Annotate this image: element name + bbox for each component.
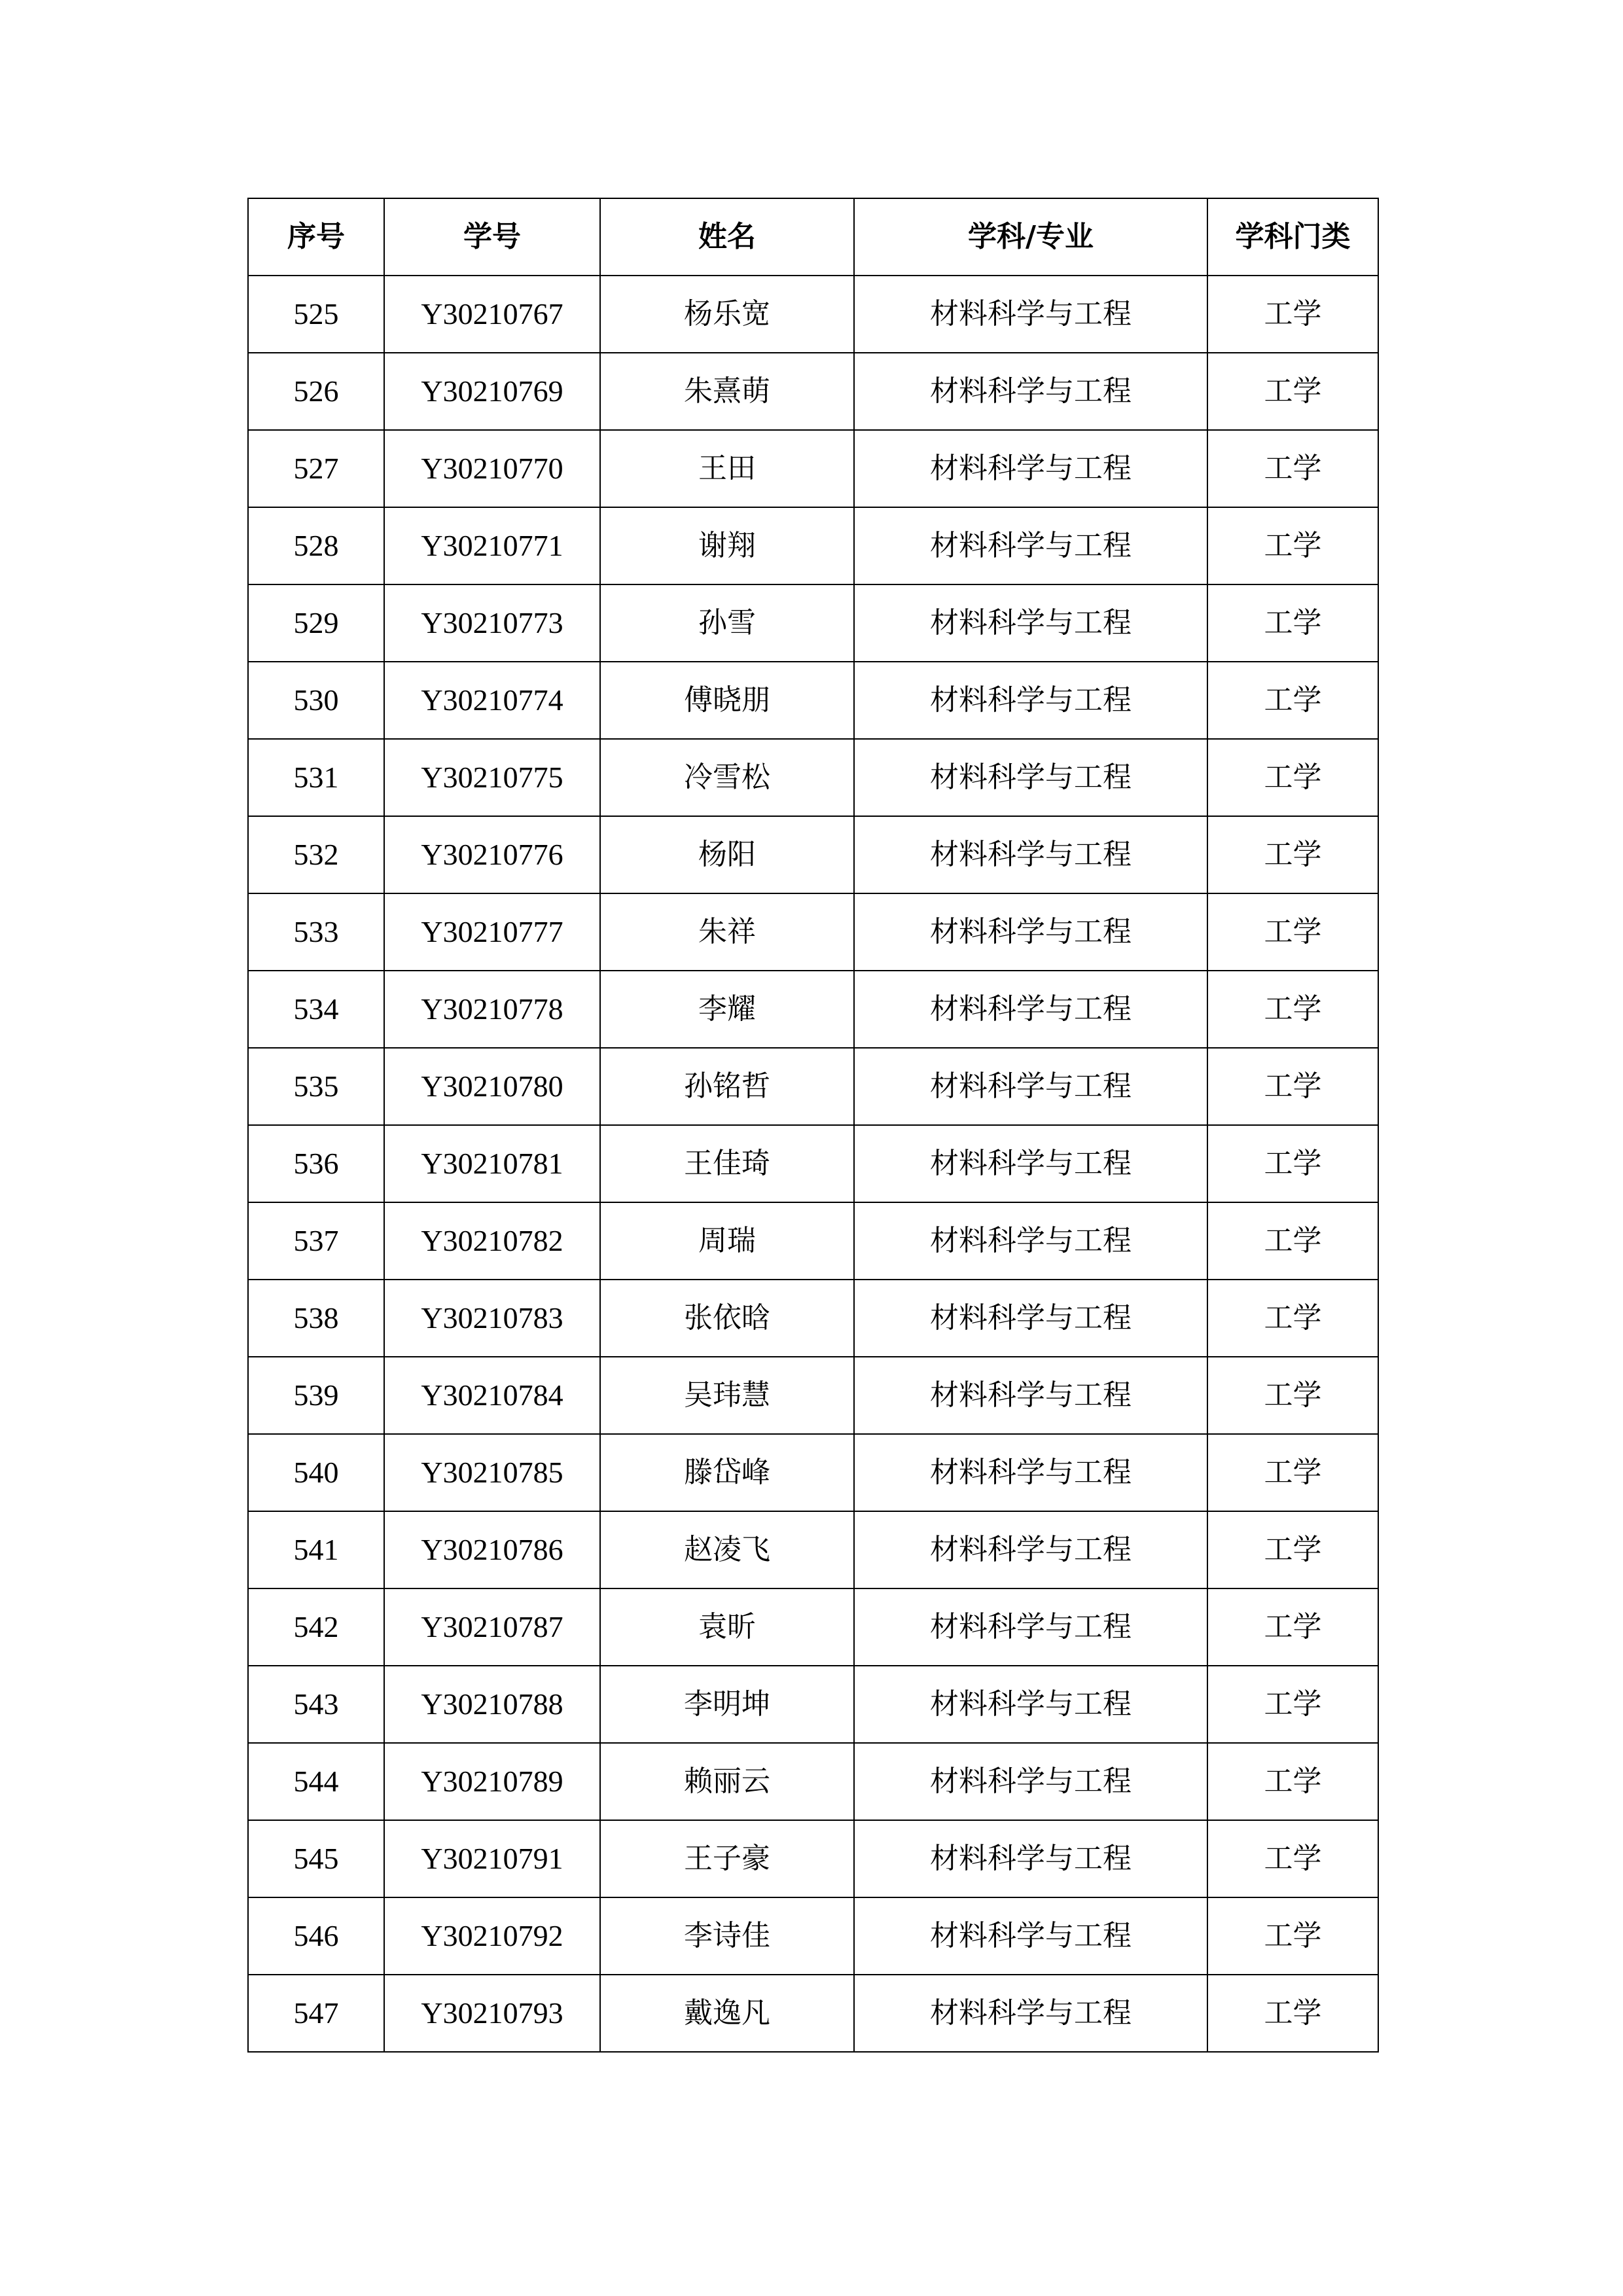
cell-name: 傅晓朋: [600, 662, 854, 739]
cell-discipline-major: 材料科学与工程: [854, 971, 1207, 1048]
cell-index: 526: [248, 353, 384, 430]
cell-index: 546: [248, 1897, 384, 1975]
cell-name: 杨乐宽: [600, 276, 854, 353]
cell-index: 535: [248, 1048, 384, 1125]
cell-index: 539: [248, 1357, 384, 1434]
cell-index: 538: [248, 1280, 384, 1357]
table-row: [248, 1588, 1378, 1666]
cell-student-id: Y30210778: [384, 971, 600, 1048]
cell-name: 赖丽云: [600, 1743, 854, 1820]
cell-discipline-major: 材料科学与工程: [854, 1743, 1207, 1820]
table-row: [248, 1280, 1378, 1357]
cell-discipline-category: 工学: [1207, 1588, 1378, 1666]
table-row: [248, 1202, 1378, 1280]
cell-name: 孙雪: [600, 584, 854, 662]
table-row: [248, 816, 1378, 893]
header-discipline-major: 学科/专业: [854, 198, 1207, 276]
cell-discipline-category: 工学: [1207, 1511, 1378, 1588]
table-row: [248, 1048, 1378, 1125]
cell-name: 朱熹萌: [600, 353, 854, 430]
cell-discipline-major: 材料科学与工程: [854, 816, 1207, 893]
table-row: [248, 430, 1378, 507]
cell-discipline-major: 材料科学与工程: [854, 893, 1207, 971]
cell-discipline-major: 材料科学与工程: [854, 1280, 1207, 1357]
cell-discipline-major: 材料科学与工程: [854, 1666, 1207, 1743]
student-roster-table: [247, 198, 1379, 2053]
cell-discipline-category: 工学: [1207, 1975, 1378, 2052]
table-row: [248, 1434, 1378, 1511]
header-discipline-category: 学科门类: [1207, 198, 1378, 276]
cell-discipline-category: 工学: [1207, 1048, 1378, 1125]
cell-discipline-category: 工学: [1207, 1666, 1378, 1743]
cell-discipline-category: 工学: [1207, 739, 1378, 816]
cell-discipline-category: 工学: [1207, 971, 1378, 1048]
header-index: 序号: [248, 198, 384, 276]
cell-discipline-category: 工学: [1207, 276, 1378, 353]
cell-discipline-major: 材料科学与工程: [854, 1588, 1207, 1666]
cell-index: 533: [248, 893, 384, 971]
cell-discipline-major: 材料科学与工程: [854, 1511, 1207, 1588]
cell-index: 537: [248, 1202, 384, 1280]
cell-discipline-category: 工学: [1207, 353, 1378, 430]
cell-discipline-major: 材料科学与工程: [854, 507, 1207, 584]
table-row: [248, 1125, 1378, 1202]
table-row: [248, 584, 1378, 662]
cell-student-id: Y30210771: [384, 507, 600, 584]
cell-discipline-category: 工学: [1207, 1897, 1378, 1975]
table-row: [248, 1743, 1378, 1820]
cell-discipline-major: 材料科学与工程: [854, 662, 1207, 739]
cell-discipline-category: 工学: [1207, 507, 1378, 584]
cell-index: 527: [248, 430, 384, 507]
cell-index: 540: [248, 1434, 384, 1511]
cell-discipline-major: 材料科学与工程: [854, 739, 1207, 816]
table-row: [248, 1820, 1378, 1897]
cell-student-id: Y30210780: [384, 1048, 600, 1125]
cell-discipline-major: 材料科学与工程: [854, 430, 1207, 507]
cell-index: 532: [248, 816, 384, 893]
cell-name: 王佳琦: [600, 1125, 854, 1202]
cell-student-id: Y30210769: [384, 353, 600, 430]
cell-student-id: Y30210775: [384, 739, 600, 816]
cell-discipline-category: 工学: [1207, 584, 1378, 662]
cell-discipline-major: 材料科学与工程: [854, 276, 1207, 353]
cell-index: 528: [248, 507, 384, 584]
table-header-row: [248, 198, 1378, 276]
cell-discipline-major: 材料科学与工程: [854, 1202, 1207, 1280]
cell-name: 戴逸凡: [600, 1975, 854, 2052]
cell-discipline-major: 材料科学与工程: [854, 1434, 1207, 1511]
cell-index: 525: [248, 276, 384, 353]
cell-index: 542: [248, 1588, 384, 1666]
table-row: [248, 739, 1378, 816]
cell-student-id: Y30210773: [384, 584, 600, 662]
cell-name: 李诗佳: [600, 1897, 854, 1975]
table-row: [248, 1975, 1378, 2052]
cell-index: 544: [248, 1743, 384, 1820]
cell-name: 朱祥: [600, 893, 854, 971]
header-student-id: 学号: [384, 198, 600, 276]
cell-index: 534: [248, 971, 384, 1048]
cell-name: 吴玮慧: [600, 1357, 854, 1434]
cell-discipline-major: 材料科学与工程: [854, 1820, 1207, 1897]
table-row: [248, 353, 1378, 430]
header-name: 姓名: [600, 198, 854, 276]
table-row: [248, 971, 1378, 1048]
cell-student-id: Y30210770: [384, 430, 600, 507]
cell-student-id: Y30210774: [384, 662, 600, 739]
cell-student-id: Y30210787: [384, 1588, 600, 1666]
cell-index: 541: [248, 1511, 384, 1588]
cell-discipline-major: 材料科学与工程: [854, 1357, 1207, 1434]
cell-student-id: Y30210788: [384, 1666, 600, 1743]
cell-index: 531: [248, 739, 384, 816]
cell-discipline-major: 材料科学与工程: [854, 353, 1207, 430]
cell-index: 545: [248, 1820, 384, 1897]
table-row: [248, 507, 1378, 584]
cell-name: 谢翔: [600, 507, 854, 584]
cell-name: 滕岱峰: [600, 1434, 854, 1511]
cell-name: 李耀: [600, 971, 854, 1048]
cell-student-id: Y30210786: [384, 1511, 600, 1588]
cell-discipline-category: 工学: [1207, 1280, 1378, 1357]
cell-student-id: Y30210792: [384, 1897, 600, 1975]
cell-name: 王田: [600, 430, 854, 507]
cell-discipline-major: 材料科学与工程: [854, 1975, 1207, 2052]
cell-student-id: Y30210789: [384, 1743, 600, 1820]
cell-student-id: Y30210781: [384, 1125, 600, 1202]
cell-student-id: Y30210777: [384, 893, 600, 971]
cell-discipline-category: 工学: [1207, 893, 1378, 971]
cell-name: 冷雪松: [600, 739, 854, 816]
table-row: [248, 662, 1378, 739]
cell-student-id: Y30210783: [384, 1280, 600, 1357]
cell-discipline-major: 材料科学与工程: [854, 1125, 1207, 1202]
table-row: [248, 1357, 1378, 1434]
table-body: [248, 276, 1378, 2052]
cell-name: 杨阳: [600, 816, 854, 893]
table-row: [248, 1511, 1378, 1588]
cell-index: 536: [248, 1125, 384, 1202]
table-row: [248, 1666, 1378, 1743]
cell-name: 周瑞: [600, 1202, 854, 1280]
cell-discipline-category: 工学: [1207, 1820, 1378, 1897]
cell-discipline-major: 材料科学与工程: [854, 1897, 1207, 1975]
cell-discipline-category: 工学: [1207, 1202, 1378, 1280]
cell-index: 543: [248, 1666, 384, 1743]
cell-name: 袁昕: [600, 1588, 854, 1666]
table-row: [248, 893, 1378, 971]
cell-name: 赵凌飞: [600, 1511, 854, 1588]
cell-discipline-major: 材料科学与工程: [854, 584, 1207, 662]
cell-student-id: Y30210793: [384, 1975, 600, 2052]
cell-name: 孙铭哲: [600, 1048, 854, 1125]
cell-index: 547: [248, 1975, 384, 2052]
cell-discipline-category: 工学: [1207, 1357, 1378, 1434]
cell-discipline-major: 材料科学与工程: [854, 1048, 1207, 1125]
cell-discipline-category: 工学: [1207, 1125, 1378, 1202]
cell-index: 529: [248, 584, 384, 662]
cell-student-id: Y30210784: [384, 1357, 600, 1434]
cell-discipline-category: 工学: [1207, 1434, 1378, 1511]
cell-discipline-category: 工学: [1207, 1743, 1378, 1820]
cell-student-id: Y30210791: [384, 1820, 600, 1897]
cell-student-id: Y30210782: [384, 1202, 600, 1280]
cell-student-id: Y30210776: [384, 816, 600, 893]
cell-name: 李明坤: [600, 1666, 854, 1743]
cell-discipline-category: 工学: [1207, 816, 1378, 893]
cell-discipline-category: 工学: [1207, 430, 1378, 507]
table-row: [248, 1897, 1378, 1975]
cell-name: 张依晗: [600, 1280, 854, 1357]
cell-discipline-category: 工学: [1207, 662, 1378, 739]
cell-student-id: Y30210767: [384, 276, 600, 353]
table-row: [248, 276, 1378, 353]
cell-student-id: Y30210785: [384, 1434, 600, 1511]
cell-name: 王子豪: [600, 1820, 854, 1897]
cell-index: 530: [248, 662, 384, 739]
